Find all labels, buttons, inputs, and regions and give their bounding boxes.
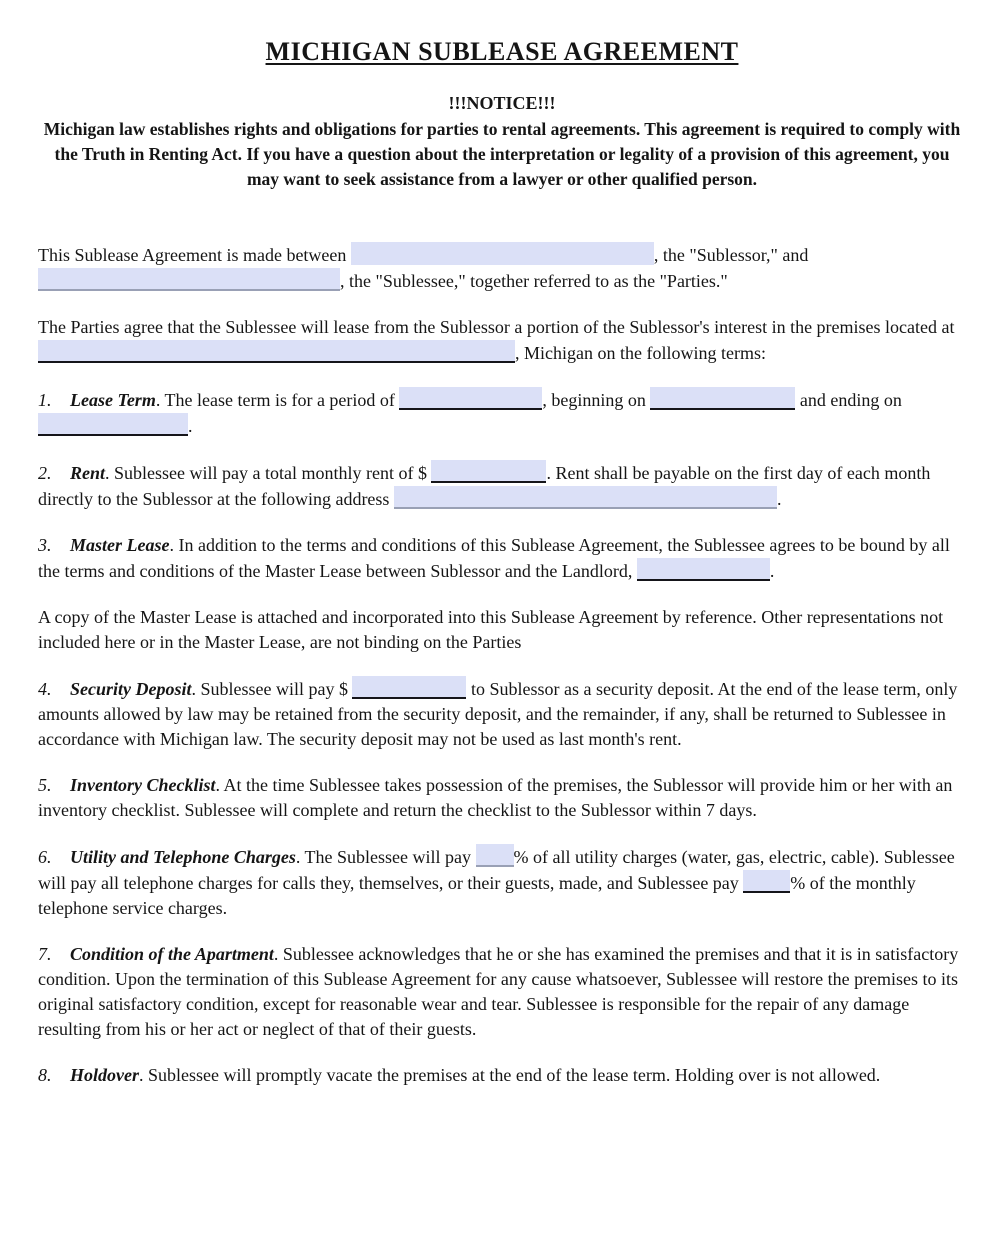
notice-paragraph: Michigan law establishes rights and obligations for parties to rental agreements. This agreement is required to comply with the Truth in Renting Act. If you have a question about the interpretation or legality of a provision of this agreement, you may want to seek assistance from a lawyer or other qualified person. [43,119,961,189]
section-number: 4. [38,679,52,699]
section-master-lease [38,533,966,584]
section-heading: Inventory Checklist [70,775,216,795]
section-heading: Master Lease [70,535,170,555]
lease-period-field[interactable] [399,387,542,410]
text-segment: . [188,416,193,436]
section-heading: Condition of the Apartment [70,944,274,964]
text-segment: to Sublessor as a security deposit. At the end of the lease term, only amounts allowed by law may be retained from the security deposit, and the remainder, if any, shall be returned to Sublessee in accordance with Michigan law. The security deposit may not be used as last month's rent. [38,679,958,749]
text-segment: , beginning on [542,390,651,410]
section-heading: Holdover [70,1065,139,1085]
text-segment: . At the time Sublessee takes possession of the premises, the Sublessor will provide him or her with an inventory checklist. Sublessee will complete and return the checklist to the Sublessor within 7 days. [38,775,953,820]
section-number: 7. [38,944,52,964]
section-number: 6. [38,847,52,867]
telephone-percent-field[interactable] [743,870,790,893]
text-segment: % of the monthly telephone service charges. [38,873,916,918]
text-segment: and ending on [795,390,902,410]
text-segment: . [769,561,775,581]
section-holdover [38,1063,966,1088]
sublessor-name-field[interactable] [351,242,654,265]
landlord-name-field[interactable] [637,558,770,581]
section-security-deposit [38,676,966,752]
security-deposit-field[interactable] [352,676,466,699]
text-segment: . Sublessee acknowledges that he or she has examined the premises and that it is in satisfactory condition. Upon the termination of this Sublease Agreement for any cause whatsoever, Sublessee will restore the premises to its original satisfactory condition, except for reasonable wear and tear. Sublessee is responsible for the repair of any damage resulting from his or her act or neglect of that of their guests. [38,944,959,1039]
section-number: 3. [38,535,52,555]
section-utility-telephone [38,844,966,921]
text-segment: , the "Sublessee," together referred to as the "Parties." [340,271,728,291]
text-segment: , the "Sublessor," and [653,245,809,265]
intro-paragraph-premises [38,315,966,366]
section-number: 5. [38,775,52,795]
text-segment: % of all utility charges (water, gas, electric, cable). Sublessee will pay all telephone charges for calls they, themselves, or their guests, made, and Sublessee pay [38,847,955,893]
text-segment: . Rent shall be payable on the first day of each month directly to the Sublessor at the following address [38,463,931,509]
document-title: MICHIGAN SUBLEASE AGREEMENT [265,37,739,66]
intro-paragraph-parties [38,242,966,294]
monthly-rent-field[interactable] [431,460,546,483]
notice-heading: !!!NOTICE!!! [448,93,556,113]
text-segment: . The lease term is for a period of [155,390,400,410]
section-heading: Security Deposit [70,679,192,699]
section-condition-apartment [38,942,966,1042]
section-number: 8. [38,1065,52,1085]
text-segment: . The Sublessee will pay [295,847,476,867]
section-heading: Utility and Telephone Charges [70,847,296,867]
end-date-field[interactable] [38,413,188,436]
section-number: 1. [38,390,52,410]
text-segment: This Sublease Agreement is made between [38,245,351,265]
master-lease-copy-paragraph [38,605,966,655]
text-segment: . Sublessee will promptly vacate the premises at the end of the lease term. Holding over is not allowed. [139,1065,881,1085]
payment-address-field[interactable] [394,486,777,509]
premises-address-field[interactable] [38,340,515,363]
text-segment: . [776,489,782,509]
text-segment: . Sublessee will pay $ [191,679,353,699]
sublessee-name-field[interactable] [38,268,340,291]
begin-date-field[interactable] [650,387,795,410]
section-number: 2. [38,463,52,483]
section-lease-term [38,387,966,439]
section-heading: Rent [70,463,106,483]
section-inventory-checklist [38,773,966,823]
text-segment: , Michigan on the following terms: [515,343,766,363]
utility-percent-field[interactable] [476,844,514,867]
text-segment: The Parties agree that the Sublessee will lease from the Sublessor a portion of the Sublessor's interest in the premises located at [38,317,955,337]
section-heading: Lease Term [70,390,156,410]
text-segment: A copy of the Master Lease is attached and incorporated into this Sublease Agreement by reference. Other representations not included here or in the Master Lease, are not binding on the Parties [38,607,944,652]
text-segment: . Sublessee will pay a total monthly rent of $ [105,463,432,483]
section-rent [38,460,966,512]
text-segment: . In addition to the terms and conditions of this Sublease Agreement, the Sublessee agrees to be bound by all the terms and conditions of the Master Lease between Sublessor and the Landlord, [38,535,950,581]
